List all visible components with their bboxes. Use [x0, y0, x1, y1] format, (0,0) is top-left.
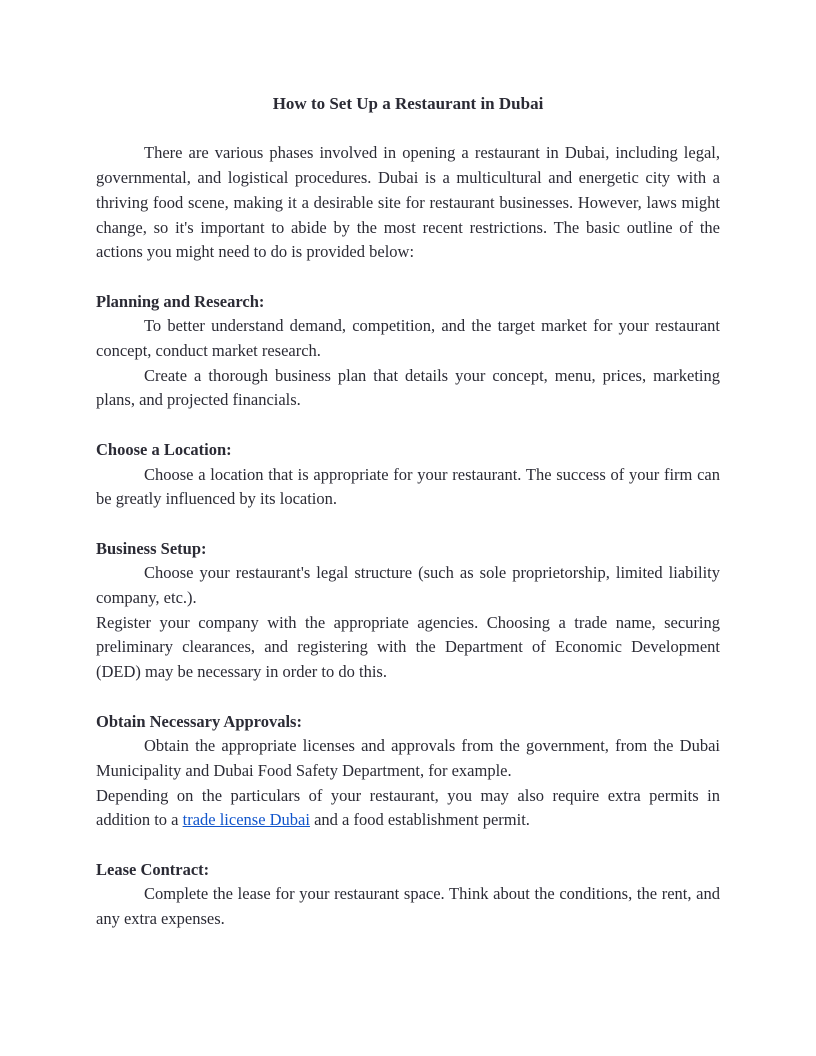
planning-paragraph-2: Create a thorough business plan that details your concept, menu, prices, marketing plans, and projected financials. [96, 365, 720, 410]
setup-paragraph-1: Choose your restaurant's legal structure (such as sole proprietorship, limited liability company, etc.). [96, 563, 720, 607]
approvals-paragraph-2-text-before: Depending on the particulars of your restaurant, you may also require extra permits in addition to a [96, 785, 720, 830]
section-heading-lease-contract: Lease Contract: [96, 859, 210, 879]
section-heading-obtain-necessary-approvals: Obtain Necessary Approvals: [96, 711, 302, 731]
trade-license-dubai-link[interactable]: trade license Dubai [182, 810, 310, 830]
document-title: How to Set Up a Restaurant in Dubai [272, 94, 544, 113]
section-heading-planning-and-research: Planning and Research: [96, 291, 265, 311]
approvals-paragraph-2-text-after: and a food establishment permit. [309, 810, 530, 830]
approvals-paragraph-2 [96, 784, 720, 833]
lease-paragraph-1: Complete the lease for your restaurant space. Think about the conditions, the rent, and any extra expenses. [96, 884, 720, 929]
location-paragraph-1: Choose a location that is appropriate for your restaurant. The success of your firm can be greatly influenced by its location. [96, 464, 720, 509]
section-heading-choose-a-location: Choose a Location: [96, 439, 232, 459]
section-heading-business-setup: Business Setup: [96, 538, 207, 558]
setup-paragraph-2: Register your company with the appropriate agencies. Choosing a trade name, securing preliminary clearances, and registering with the Department of Economic Development (DED) may be necessary in order to do this. [96, 612, 720, 682]
approvals-paragraph-1: Obtain the appropriate licenses and approvals from the government, from the Dubai Municipality and Dubai Food Safety Department, for example. [96, 736, 720, 780]
planning-paragraph-1: To better understand demand, competition, and the target market for your restaurant concept, conduct market research. [96, 316, 720, 360]
intro-paragraph: There are various phases involved in opening a restaurant in Dubai, including legal, governmental, and logistical procedures. Dubai is a multicultural and energetic city with a thriving food scene, making it a desirable site for restaurant businesses. However, laws might change, so it's important to abide by the most recent restrictions. The basic outline of the actions you might need to do is provided below: [96, 143, 720, 262]
